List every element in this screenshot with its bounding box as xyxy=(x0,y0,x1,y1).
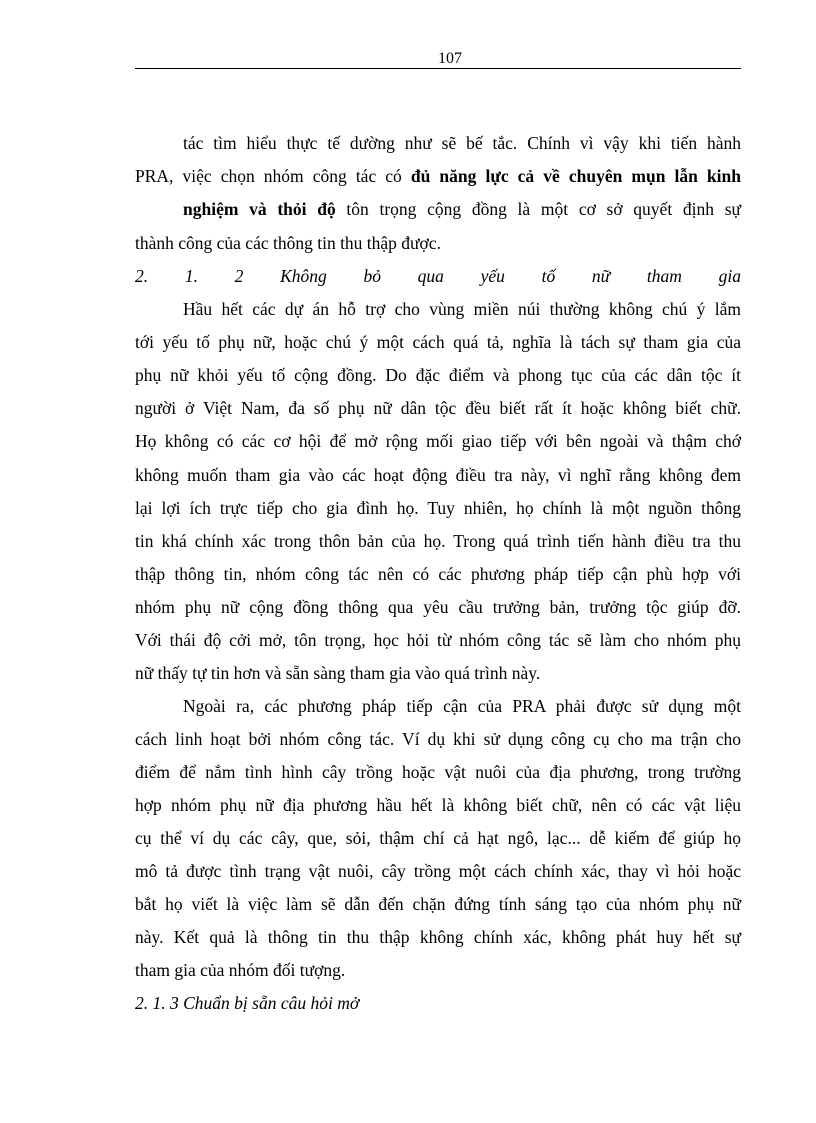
line-text: 2. 1. 3 Chuẩn bị sẵn câu hỏi mở xyxy=(135,993,360,1013)
line-text: người ở Việt Nam, đa số phụ nữ dân tộc đều biết rất ít hoặc không biết chữ. xyxy=(135,398,741,418)
line-text: bắt họ viết là việc làm sẽ dẫn đến chặn đứng tính sáng tạo của nhóm phụ nữ xyxy=(135,894,741,914)
section-heading xyxy=(135,264,741,288)
line-text: thành công của các thông tin thu thập được. xyxy=(135,233,441,253)
line-text: hợp nhóm phụ nữ địa phương hầu hết là không biết chữ, nên có các vật liệu xyxy=(135,795,741,815)
line-text: điểm để nắm tình hình cây trồng hoặc vật nuôi của địa phương, trong trường xyxy=(135,762,741,782)
paragraph-line xyxy=(135,529,741,553)
paragraph-line xyxy=(135,793,741,817)
paragraph-line xyxy=(183,297,741,321)
line-text: nữ thấy tự tin hơn và sẵn sàng tham gia vào quá trình này. xyxy=(135,663,541,683)
line-text: tham gia của nhóm đối tượng. xyxy=(135,960,346,980)
bold-phrase: đủ năng lực cả về chuyên mụn lẫn kinh xyxy=(410,166,741,186)
line-text: phụ nữ khỏi yếu tố cộng đồng. Do đặc điểm và phong tục của các dân tộc ít xyxy=(135,365,741,385)
paragraph-line xyxy=(135,164,741,188)
line-text: Hầu hết các dự án hỗ trợ cho vùng miền núi thường không chú ý lắm xyxy=(183,299,741,319)
section-heading xyxy=(135,991,741,1015)
paragraph-line xyxy=(135,958,741,982)
line-text: 2. 1. 2 Không bỏ qua yếu tố nữ tham gia xyxy=(135,266,741,286)
line-text: Với thái độ cởi mở, tôn trọng, học hỏi từ nhóm công tác sẽ làm cho nhóm phụ xyxy=(135,630,741,650)
line-text: tin khá chính xác trong thôn bản của họ. Trong quá trình tiến hành điều tra thu xyxy=(135,531,741,551)
line-text: cách linh hoạt bởi nhóm công tác. Ví dụ khi sử dụng công cụ cho ma trận cho xyxy=(135,729,741,749)
line-text: cụ thể ví dụ các cây, que, sỏi, thậm chí cả hạt ngô, lạc... dễ kiếm để giúp họ xyxy=(135,828,741,848)
paragraph-line xyxy=(135,628,741,652)
paragraph-line xyxy=(135,562,741,586)
line-text: tác tìm hiểu thực tế dường như sẽ bế tắc. Chính vì vậy khi tiến hành xyxy=(183,133,741,153)
paragraph-line xyxy=(183,131,741,155)
line-text: Ngoài ra, các phương pháp tiếp cận của PRA phải được sử dụng một xyxy=(183,696,741,716)
paragraph-line xyxy=(135,661,741,685)
paragraph-line xyxy=(135,496,741,520)
paragraph-line xyxy=(135,892,741,916)
header-rule xyxy=(135,68,741,69)
line-text: mô tả được tình trạng vật nuôi, cây trồng một cách chính xác, thay vì hỏi hoặc xyxy=(135,861,741,881)
paragraph-line xyxy=(135,231,741,255)
paragraph-line xyxy=(183,694,741,718)
paragraph-line xyxy=(135,859,741,883)
paragraph-line xyxy=(135,429,741,453)
line-text: PRA, việc chọn nhóm công tác có xyxy=(135,166,411,186)
line-text: không muốn tham gia vào các hoạt động điều tra này, vì nghĩ rằng không đem xyxy=(135,465,741,485)
paragraph-line xyxy=(183,197,741,221)
bold-phrase: nghiệm và thỏi độ xyxy=(183,199,336,219)
paragraph-line xyxy=(135,760,741,784)
paragraph-line xyxy=(135,363,741,387)
line-text: nhóm phụ nữ cộng đồng thông qua yêu cầu trưởng bản, trưởng tộc giúp đỡ. xyxy=(135,597,741,617)
line-text: thập thông tin, nhóm công tác nên có các phương pháp tiếp cận phù hợp với xyxy=(135,564,741,584)
line-text: tới yếu tố phụ nữ, hoặc chú ý một cách quá tả, nghĩa là tách sự tham gia của xyxy=(135,332,741,352)
paragraph-line xyxy=(135,330,741,354)
line-text: tôn trọng cộng đồng là một cơ sở quyết định sự xyxy=(335,199,742,219)
paragraph-line xyxy=(135,925,741,949)
paragraph-line xyxy=(135,463,741,487)
paragraph-line xyxy=(135,826,741,850)
paragraph-line xyxy=(135,727,741,751)
line-text: này. Kết quả là thông tin thu thập không chính xác, không phát huy hết sự xyxy=(135,927,741,947)
paragraph-line xyxy=(135,396,741,420)
page-number: 107 xyxy=(438,50,462,67)
line-text: Họ không có các cơ hội để mở rộng mối giao tiếp với bên ngoài và thậm chớ xyxy=(135,431,741,451)
line-text: lại lợi ích trực tiếp cho gia đình họ. Tuy nhiên, họ chính là một nguồn thông xyxy=(135,498,741,518)
paragraph-line xyxy=(135,595,741,619)
